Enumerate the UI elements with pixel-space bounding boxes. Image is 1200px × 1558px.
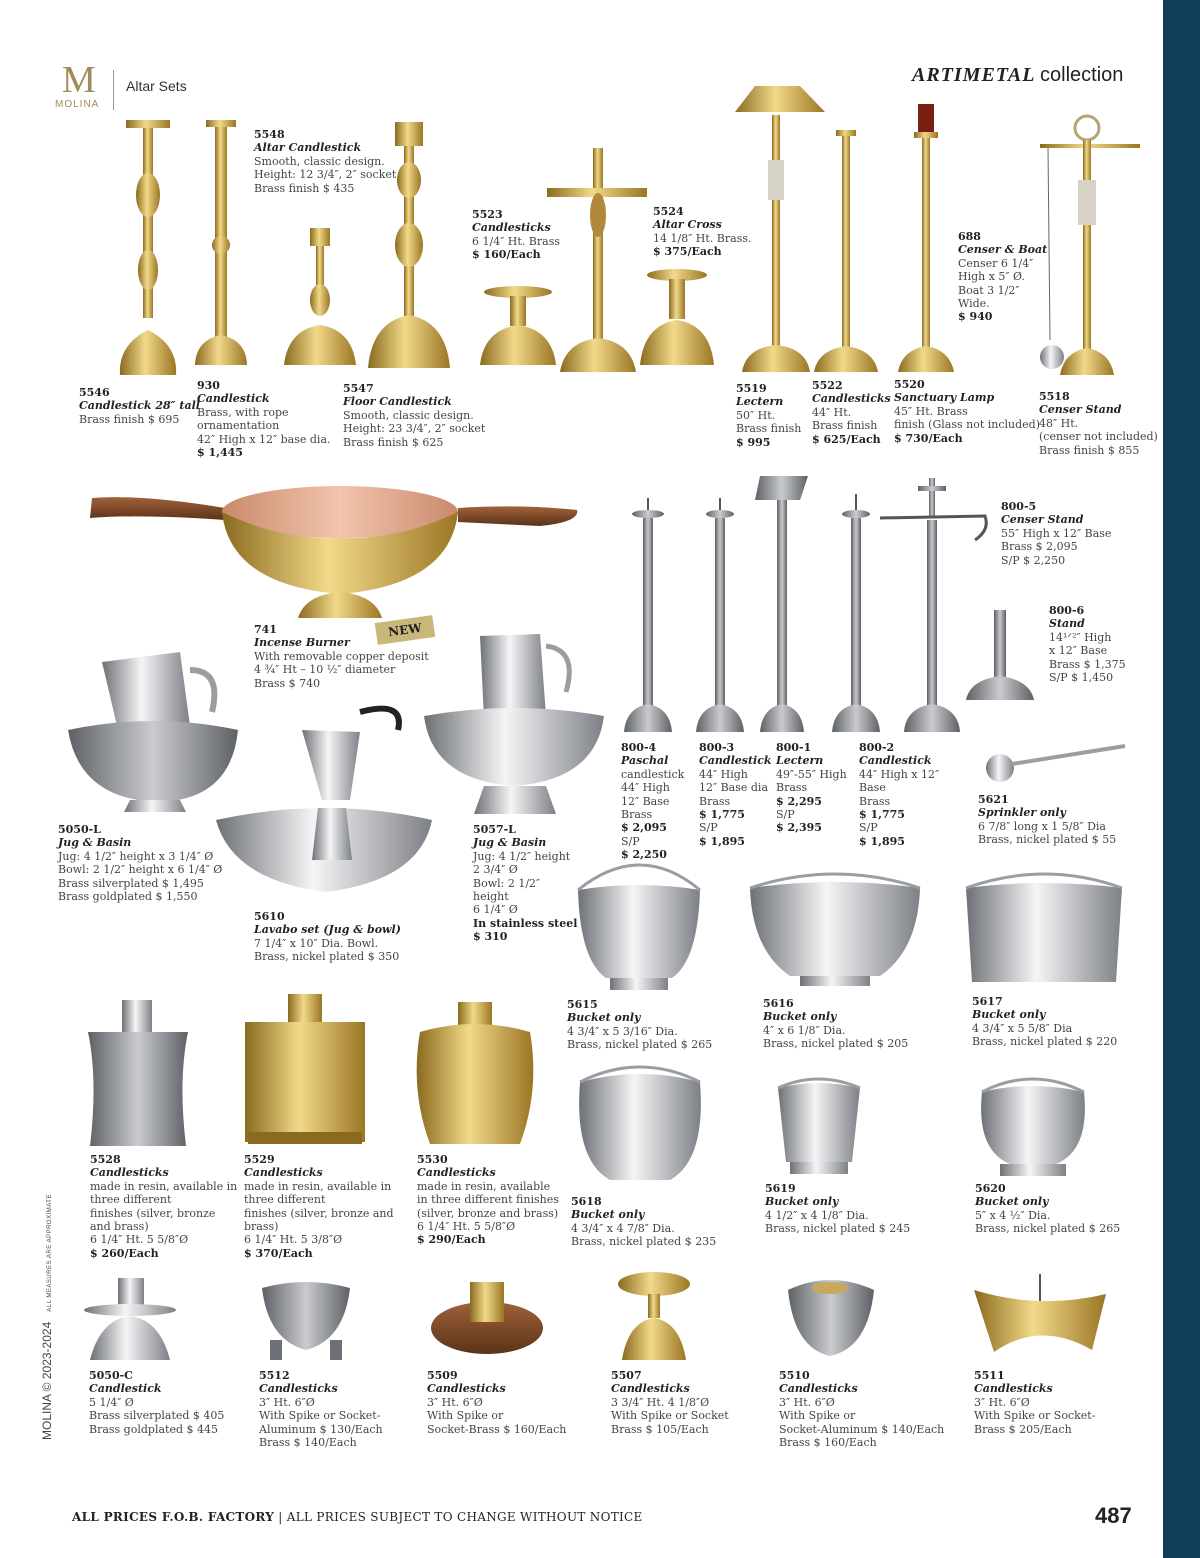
bucket-5617-photo bbox=[966, 874, 1122, 982]
product-detail: ornamentation bbox=[197, 419, 280, 433]
product-name: Censer Stand bbox=[1039, 403, 1122, 417]
product-name: Candlesticks bbox=[417, 1166, 496, 1180]
brand-suffix: collection bbox=[1040, 64, 1124, 86]
product-name: Jug & Basin bbox=[473, 836, 547, 850]
product-detail: $ 2,395 bbox=[776, 821, 822, 835]
product-code: 5621 bbox=[978, 793, 1009, 806]
series-800-4-photo bbox=[624, 498, 672, 732]
product-code: 5619 bbox=[765, 1182, 796, 1195]
product-code: 5524 bbox=[653, 205, 684, 218]
product-detail: 4 3/4″ x 5 3/16″ Dia. bbox=[567, 1024, 678, 1038]
product-code: 5546 bbox=[79, 386, 110, 399]
product-detail: 6 1/4″ Ø bbox=[473, 903, 518, 917]
product-detail: Brass, nickel plated $ 265 bbox=[975, 1222, 1121, 1236]
product-detail: With Spike or Socket- bbox=[259, 1409, 381, 1423]
product-detail: made in resin, available bbox=[417, 1179, 551, 1193]
product-detail: 2 3/4″ Ø bbox=[473, 863, 518, 877]
product-detail: Smooth, classic design. bbox=[343, 408, 474, 422]
product-detail: Brass silverplated $ 405 bbox=[89, 1409, 225, 1423]
candlestick-5546-photo bbox=[120, 120, 176, 375]
product-detail: With Spike or Socket- bbox=[974, 1409, 1096, 1423]
product-detail: 44″ High bbox=[699, 767, 748, 781]
product-detail: Brass, nickel plated $ 350 bbox=[254, 950, 400, 964]
product-detail: Height: 12 3/4″, 2″ socket bbox=[254, 168, 397, 182]
product-detail: Height: 23 3/4″, 2″ socket bbox=[343, 422, 486, 436]
product-detail: $ 1,775 bbox=[699, 808, 745, 822]
product-code: 5522 bbox=[812, 379, 843, 392]
candlestick-930-photo bbox=[195, 120, 247, 365]
product-caption bbox=[197, 379, 331, 459]
product-detail: 5 1/4″ Ø bbox=[89, 1395, 134, 1409]
censer-stand-5518-photo bbox=[1040, 116, 1140, 375]
product-detail: Bowl: 2 1/2″ height x 6 1/4″ Ø bbox=[58, 863, 223, 877]
product-detail: Brass $ 205/Each bbox=[974, 1422, 1072, 1436]
product-detail: Brass, with rope bbox=[197, 405, 289, 419]
product-code: 5523 bbox=[472, 208, 503, 221]
product-caption bbox=[653, 205, 752, 259]
sprinkler-5621-photo bbox=[986, 746, 1125, 782]
series-800-6-photo bbox=[966, 610, 1034, 700]
candlestick-5523-right-photo bbox=[640, 269, 714, 365]
product-code: 5509 bbox=[427, 1369, 458, 1382]
product-name: Bucket only bbox=[567, 1011, 641, 1025]
footer-notice: ALL PRICES SUBJECT TO CHANGE WITHOUT NOTICE bbox=[286, 1510, 643, 1524]
product-caption bbox=[1049, 604, 1126, 684]
product-code: 5057-L bbox=[473, 823, 516, 836]
product-caption bbox=[571, 1195, 716, 1249]
product-detail: Brass, nickel plated $ 245 bbox=[765, 1222, 911, 1236]
product-detail: Brass $ 740 bbox=[254, 676, 321, 690]
product-detail: $ 995 bbox=[736, 435, 771, 449]
product-detail: S/P bbox=[621, 834, 640, 848]
product-detail: Brass finish bbox=[812, 419, 878, 433]
product-detail: Brass $ 2,095 bbox=[1001, 540, 1078, 554]
product-detail: $ 310 bbox=[473, 930, 508, 944]
product-caption bbox=[472, 208, 560, 262]
product-detail: Jug: 4 1/2″ height x 3 1/4″ Ø bbox=[58, 849, 214, 863]
product-caption bbox=[254, 623, 429, 690]
product-detail: candlestick bbox=[621, 767, 685, 781]
product-detail: x 12″ Base bbox=[1049, 644, 1108, 658]
product-name: Candlestick bbox=[197, 392, 270, 406]
product-name: Candlesticks bbox=[244, 1166, 323, 1180]
candlestick-5509-photo bbox=[431, 1282, 543, 1354]
product-caption bbox=[427, 1369, 566, 1436]
product-name: Bucket only bbox=[763, 1010, 837, 1024]
product-detail: In stainless steel bbox=[473, 916, 578, 930]
product-detail: Censer 6 1/4″ bbox=[958, 256, 1034, 270]
product-detail: Socket-Brass $ 160/Each bbox=[427, 1422, 567, 1436]
product-caption bbox=[958, 230, 1047, 324]
product-detail: Brass finish $ 695 bbox=[79, 412, 180, 426]
bucket-5616-photo bbox=[750, 874, 920, 986]
product-detail: in three different finishes bbox=[417, 1193, 559, 1207]
resin-candlestick-5528-photo bbox=[88, 1000, 188, 1146]
product-name: Censer Stand bbox=[1001, 513, 1084, 527]
product-detail: Brass bbox=[621, 808, 653, 822]
product-caption bbox=[259, 1369, 383, 1449]
product-name: Altar Cross bbox=[653, 218, 722, 232]
footer-fob: ALL PRICES F.O.B. FACTORY bbox=[72, 1510, 275, 1524]
candlestick-5510-photo bbox=[788, 1280, 874, 1356]
product-name: Candlestick bbox=[859, 754, 932, 768]
product-caption bbox=[972, 995, 1117, 1049]
product-detail: (silver, bronze and brass) bbox=[417, 1206, 559, 1220]
series-800-1-photo bbox=[755, 476, 808, 732]
product-name: Paschal bbox=[621, 754, 669, 768]
product-detail: finish (Glass not included) bbox=[894, 418, 1040, 432]
product-code: 930 bbox=[197, 379, 220, 392]
product-detail: Brass, nickel plated $ 220 bbox=[972, 1035, 1118, 1049]
product-detail: Base bbox=[859, 781, 886, 795]
lavabo-set-5610-photo bbox=[216, 709, 432, 892]
product-detail: With Spike or Socket bbox=[611, 1409, 729, 1423]
product-name: Candlesticks bbox=[90, 1166, 169, 1180]
product-detail: $ 730/Each bbox=[894, 431, 963, 445]
product-code: 5528 bbox=[90, 1153, 121, 1166]
product-caption bbox=[894, 378, 1040, 445]
product-code: 5530 bbox=[417, 1153, 448, 1166]
product-code: 5618 bbox=[571, 1195, 602, 1208]
product-detail: 6 7/8″ long x 1 5/8″ Dia bbox=[978, 819, 1106, 833]
product-code: 5512 bbox=[259, 1369, 290, 1382]
product-caption bbox=[699, 741, 772, 848]
resin-candlestick-5530-photo bbox=[417, 1002, 534, 1144]
bucket-5620-photo bbox=[981, 1079, 1085, 1176]
product-detail: height bbox=[473, 890, 509, 904]
product-detail: Brass finish $ 625 bbox=[343, 435, 444, 449]
product-caption bbox=[611, 1369, 729, 1436]
product-name: Candlesticks bbox=[611, 1382, 690, 1396]
product-detail: Aluminum $ 130/Each bbox=[259, 1422, 383, 1436]
product-detail: Brass, nickel plated $ 55 bbox=[978, 833, 1117, 847]
product-detail: Brass, nickel plated $ 265 bbox=[567, 1038, 713, 1052]
product-code: 5511 bbox=[974, 1369, 1005, 1382]
product-caption bbox=[254, 910, 401, 964]
product-detail: Brass goldplated $ 445 bbox=[89, 1422, 218, 1436]
product-code: 5547 bbox=[343, 382, 374, 395]
product-detail: 3″ Ht. 6″Ø bbox=[974, 1395, 1030, 1409]
bucket-5615-photo bbox=[578, 865, 700, 990]
product-detail: 49″-55″ High bbox=[776, 767, 847, 781]
product-detail: S/P bbox=[699, 821, 718, 835]
product-detail: 7 1/4″ x 10″ Dia. Bowl. bbox=[254, 936, 379, 950]
product-code: 5519 bbox=[736, 382, 767, 395]
product-caption bbox=[473, 823, 577, 944]
product-detail: 12″ Base dia bbox=[699, 781, 769, 795]
product-name: Bucket only bbox=[972, 1008, 1046, 1022]
product-name: Lectern bbox=[736, 395, 784, 409]
copyright-main: MOLINA © 2023-2024 bbox=[40, 1321, 54, 1440]
product-detail: Brass, nickel plated $ 205 bbox=[763, 1037, 909, 1051]
brand-name: ARTIMETAL bbox=[912, 64, 1036, 86]
sanctuary-lamp-5520-photo bbox=[898, 104, 954, 372]
product-code: 5510 bbox=[779, 1369, 810, 1382]
product-caption bbox=[1001, 500, 1111, 567]
product-detail: 12″ Base bbox=[621, 794, 670, 808]
product-code: 5520 bbox=[894, 378, 925, 391]
product-name: Stand bbox=[1049, 617, 1085, 631]
product-detail: $ 1,445 bbox=[197, 446, 243, 460]
product-detail: S/P bbox=[776, 808, 795, 822]
product-detail: Brass finish $ 855 bbox=[1039, 443, 1140, 457]
product-detail: Bowl: 2 1/2″ bbox=[473, 876, 541, 890]
product-name: Candlesticks bbox=[427, 1382, 506, 1396]
logo-name: MOLINA bbox=[55, 99, 100, 110]
product-name: Candlestick bbox=[89, 1382, 162, 1396]
product-detail: Brass bbox=[859, 794, 891, 808]
series-800-3-photo bbox=[696, 498, 744, 732]
product-name: Lavabo set (Jug & bowl) bbox=[254, 923, 401, 937]
product-detail: S/P bbox=[859, 821, 878, 835]
product-detail: Jug: 4 1/2″ height bbox=[473, 849, 571, 863]
product-code: 800-1 bbox=[776, 741, 812, 754]
product-code: 5610 bbox=[254, 910, 285, 923]
product-detail: 45″ Ht. Brass bbox=[894, 404, 968, 418]
jug-basin-5057-l-photo bbox=[424, 634, 604, 814]
product-name: Candlesticks bbox=[974, 1382, 1053, 1396]
product-detail: $ 260/Each bbox=[90, 1246, 159, 1260]
product-code: 800-5 bbox=[1001, 500, 1037, 513]
product-detail: 42″ High x 12″ base dia. bbox=[197, 432, 331, 446]
product-detail: 4″ x 6 1/8″ Dia. bbox=[763, 1023, 846, 1037]
product-detail: $ 2,295 bbox=[776, 794, 822, 808]
product-code: 5620 bbox=[975, 1182, 1006, 1195]
product-detail: 4 3/4″ x 4 7/8″ Dia. bbox=[571, 1221, 675, 1235]
product-detail: Brass $ 160/Each bbox=[779, 1436, 877, 1450]
product-detail: $ 375/Each bbox=[653, 245, 722, 259]
product-detail: 14 1/8″ Ht. Brass. bbox=[653, 231, 752, 245]
product-detail: 5″ x 4 ½″ Dia. bbox=[975, 1208, 1051, 1222]
bucket-5619-photo bbox=[778, 1079, 860, 1174]
product-caption bbox=[974, 1369, 1095, 1436]
product-detail: 3″ Ht. 6″Ø bbox=[427, 1395, 483, 1409]
bucket-5618-photo bbox=[579, 1067, 701, 1180]
product-name: Bucket only bbox=[975, 1195, 1049, 1209]
product-detail: Brass finish bbox=[736, 422, 802, 436]
product-detail: $ 1,895 bbox=[699, 834, 745, 848]
product-name: Lectern bbox=[776, 754, 824, 768]
product-name: Sanctuary Lamp bbox=[894, 391, 995, 405]
product-detail: Boat 3 1/2″ bbox=[958, 283, 1020, 297]
product-detail: $ 370/Each bbox=[244, 1246, 313, 1260]
product-detail: 44″ High bbox=[621, 781, 670, 795]
product-detail: 44″ Ht. bbox=[812, 405, 852, 419]
candlestick-5050-c-photo bbox=[84, 1278, 176, 1360]
product-name: Sprinkler only bbox=[978, 806, 1066, 820]
incense-burner-741-photo bbox=[90, 486, 577, 618]
product-detail: three different bbox=[90, 1193, 172, 1207]
product-detail: made in resin, available in bbox=[244, 1179, 392, 1193]
product-caption bbox=[1039, 390, 1158, 457]
product-code: 800-6 bbox=[1049, 604, 1085, 617]
product-caption bbox=[567, 998, 712, 1052]
footer bbox=[72, 1510, 643, 1524]
product-detail: 55″ High x 12″ Base bbox=[1001, 526, 1112, 540]
product-caption bbox=[621, 741, 684, 862]
product-detail: 6 1/4″ Ht. 5 5/8″Ø bbox=[417, 1220, 516, 1234]
product-code: 741 bbox=[254, 623, 277, 636]
product-detail: 6 1/4″ Ht. Brass bbox=[472, 234, 560, 248]
product-code: 5507 bbox=[611, 1369, 642, 1382]
altar-cross-5524-photo bbox=[547, 148, 647, 372]
product-detail: 6 1/4″ Ht. 5 5/8″Ø bbox=[90, 1233, 189, 1247]
product-detail: Brass silverplated $ 1,495 bbox=[58, 876, 204, 890]
logo-letter: M bbox=[62, 59, 96, 101]
product-name: Candlesticks bbox=[779, 1382, 858, 1396]
product-detail: finishes (silver, bronze and bbox=[244, 1206, 394, 1220]
product-detail: Wide. bbox=[958, 297, 990, 311]
product-code: 5616 bbox=[763, 997, 794, 1010]
product-name: Altar Candlestick bbox=[254, 141, 362, 155]
product-caption bbox=[89, 1369, 224, 1436]
product-name: Jug & Basin bbox=[58, 836, 132, 850]
candlestick-5522-photo bbox=[814, 130, 878, 372]
product-caption bbox=[859, 741, 939, 848]
product-detail: $ 940 bbox=[958, 310, 993, 324]
product-detail: S/P $ 2,250 bbox=[1001, 553, 1066, 567]
jug-basin-5050-l-photo bbox=[68, 652, 238, 812]
product-detail: finishes (silver, bronze bbox=[90, 1206, 216, 1220]
page-edge-band bbox=[1163, 0, 1200, 1558]
section-title: Altar Sets bbox=[126, 78, 187, 94]
product-detail: Brass goldplated $ 1,550 bbox=[58, 890, 198, 904]
measures-note: ALL MEASURES ARE APPROXIMATE bbox=[47, 1194, 53, 1312]
product-detail: $ 1,775 bbox=[859, 808, 905, 822]
footer-separator: | bbox=[278, 1510, 283, 1524]
product-detail: With removable copper deposit bbox=[254, 649, 429, 663]
product-detail: S/P $ 1,450 bbox=[1049, 671, 1114, 685]
product-detail: 3″ Ht. 6″Ø bbox=[779, 1395, 835, 1409]
product-detail: $ 625/Each bbox=[812, 432, 881, 446]
product-detail: $ 1,895 bbox=[859, 834, 905, 848]
product-caption bbox=[779, 1369, 944, 1449]
product-name: Bucket only bbox=[765, 1195, 839, 1209]
product-caption bbox=[90, 1153, 237, 1260]
product-detail: three different bbox=[244, 1193, 326, 1207]
product-detail: 4 1/2″ x 4 1/8″ Dia. bbox=[765, 1208, 869, 1222]
candlestick-5511-photo bbox=[974, 1274, 1106, 1352]
product-caption bbox=[244, 1153, 394, 1260]
product-detail: Brass $ 1,375 bbox=[1049, 657, 1126, 671]
product-detail: Brass bbox=[699, 794, 731, 808]
product-detail: Brass finish $ 435 bbox=[254, 181, 355, 195]
product-detail: made in resin, available in bbox=[90, 1179, 238, 1193]
product-caption bbox=[763, 997, 908, 1051]
product-code: 800-2 bbox=[859, 741, 895, 754]
product-caption bbox=[776, 741, 847, 835]
product-caption bbox=[975, 1182, 1120, 1236]
product-detail: (censer not included) bbox=[1039, 430, 1158, 444]
product-detail: With Spike or bbox=[427, 1409, 504, 1423]
product-detail: Socket-Aluminum $ 140/Each bbox=[779, 1422, 945, 1436]
product-detail: 6 1/4″ Ht. 5 3/8″Ø bbox=[244, 1233, 343, 1247]
product-name: Candlesticks bbox=[812, 392, 891, 406]
product-code: 5050-C bbox=[89, 1369, 133, 1382]
product-code: 5529 bbox=[244, 1153, 275, 1166]
candlestick-5548-photo bbox=[284, 228, 356, 365]
product-detail: 4 3/4″ x 5 5/8″ Dia bbox=[972, 1021, 1073, 1035]
product-detail: $ 2,095 bbox=[621, 821, 667, 835]
product-caption bbox=[765, 1182, 910, 1236]
product-name: Floor Candlestick bbox=[343, 395, 452, 409]
product-name: Censer & Boat bbox=[958, 243, 1048, 257]
product-detail: With Spike or bbox=[779, 1409, 856, 1423]
product-caption bbox=[58, 823, 222, 903]
product-name: Candlestick bbox=[699, 754, 772, 768]
product-code: 5518 bbox=[1039, 390, 1070, 403]
candlestick-5523-photo bbox=[480, 286, 556, 365]
product-caption bbox=[254, 128, 396, 195]
product-detail: and brass) bbox=[90, 1220, 149, 1234]
candlestick-5507-photo bbox=[618, 1272, 690, 1360]
product-caption bbox=[417, 1153, 559, 1247]
product-detail: Smooth, classic design. bbox=[254, 154, 385, 168]
product-code: 5615 bbox=[567, 998, 598, 1011]
product-detail: 4 ¾″ Ht – 10 ½″ diameter bbox=[254, 663, 396, 677]
product-name: Candlestick 28″ tall bbox=[79, 399, 200, 413]
product-code: 5548 bbox=[254, 128, 285, 141]
product-caption bbox=[978, 793, 1116, 847]
product-detail: 50″ Ht. bbox=[736, 408, 776, 422]
new-badge: NEW bbox=[375, 615, 435, 645]
product-name: Candlesticks bbox=[259, 1382, 338, 1396]
candlestick-5512-photo bbox=[262, 1282, 350, 1360]
product-detail: Brass $ 140/Each bbox=[259, 1436, 357, 1450]
product-detail: High x 5″ Ø. bbox=[958, 270, 1025, 284]
product-name: Incense Burner bbox=[254, 636, 350, 650]
product-detail: 14¹ᐟ²″ High bbox=[1049, 630, 1112, 644]
product-detail: Brass $ 105/Each bbox=[611, 1422, 709, 1436]
product-detail: 44″ High x 12″ bbox=[859, 767, 940, 781]
product-name: Candlesticks bbox=[472, 221, 551, 235]
product-caption bbox=[736, 382, 801, 449]
product-code: 800-4 bbox=[621, 741, 657, 754]
product-caption bbox=[812, 379, 891, 446]
resin-candlestick-5529-photo bbox=[245, 994, 365, 1144]
copyright-note bbox=[40, 1194, 54, 1440]
product-detail: $ 290/Each bbox=[417, 1233, 486, 1247]
product-code: 800-3 bbox=[699, 741, 735, 754]
product-detail: 48″ Ht. bbox=[1039, 416, 1079, 430]
product-code: 688 bbox=[958, 230, 981, 243]
product-detail: $ 160/Each bbox=[472, 248, 541, 262]
product-caption bbox=[343, 382, 485, 449]
product-detail: Brass, nickel plated $ 235 bbox=[571, 1235, 717, 1249]
product-code: 5050-L bbox=[58, 823, 101, 836]
product-name: Bucket only bbox=[571, 1208, 645, 1222]
product-detail: Brass bbox=[776, 781, 808, 795]
product-detail: brass) bbox=[244, 1220, 279, 1234]
series-800-2-photo bbox=[832, 494, 880, 732]
product-caption bbox=[79, 386, 200, 426]
product-detail: $ 2,250 bbox=[621, 848, 667, 862]
product-detail: 3 3/4″ Ht. 4 1/8″Ø bbox=[611, 1395, 710, 1409]
product-detail: 3″ Ht. 6″Ø bbox=[259, 1395, 315, 1409]
product-code: 5617 bbox=[972, 995, 1003, 1008]
page-number: 487 bbox=[1095, 1503, 1132, 1528]
